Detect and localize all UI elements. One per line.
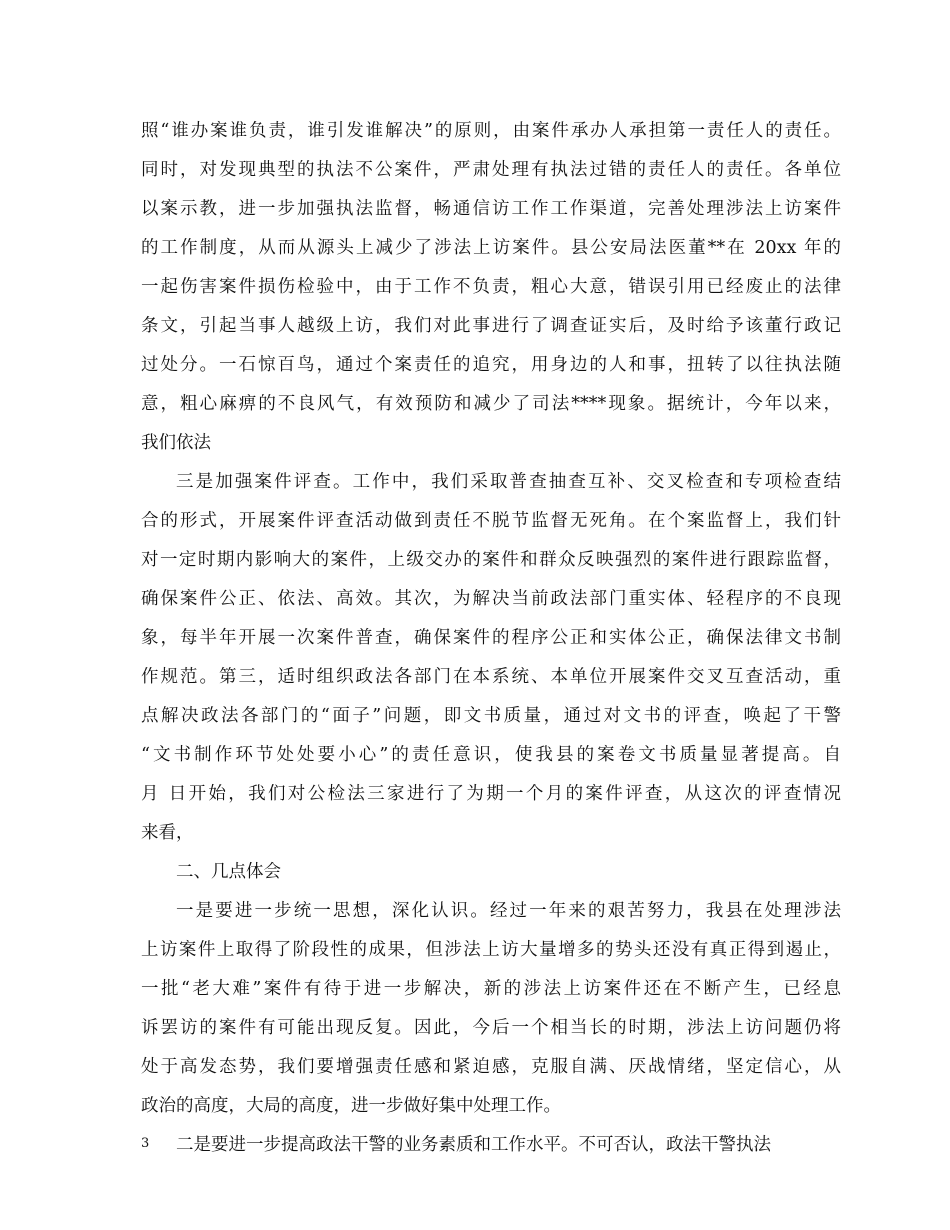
paragraph (141, 892, 841, 1126)
document-body (141, 112, 841, 1165)
text-line: 一是要进一步统一思想，深化认识。经过一年来的艰苦努力，我县在处理涉法 (176, 901, 841, 921)
text-line: 来看， (141, 823, 194, 843)
text-line: 政治的高度，大局的高度，进一步做好集中处理工作。 (141, 1096, 561, 1116)
text-line: 作规范。第三，适时组织政法各部门在本系统、本单位开展案件交叉互查活动，重 (141, 667, 841, 687)
paragraph (141, 853, 841, 892)
paragraph (141, 112, 841, 463)
text-line: 同时，对发现典型的执法不公案件，严肃处理有执法过错的责任人的责任。各单位 (141, 160, 841, 180)
text-line: 象，每半年开展一次案件普查，确保案件的程序公正和实体公正，确保法律文书制 (141, 628, 841, 648)
text-line: 对一定时期内影响大的案件，上级交办的案件和群众反映强烈的案件进行跟踪监督， (141, 550, 841, 570)
text-line: 我们依法 (141, 433, 211, 453)
text-line: 上访案件上取得了阶段性的成果，但涉法上访大量增多的势头还没有真正得到遏止， (141, 940, 841, 960)
text-line: 三是加强案件评查。工作中，我们采取普查抽查互补、交叉检查和专项检查结 (176, 472, 841, 492)
text-line: 一批“老大难”案件有待于进一步解决，新的涉法上访案件还在不断产生，已经息 (141, 979, 841, 999)
text-line: 一起伤害案件损伤检验中，由于工作不负责，粗心大意，错误引用已经废止的法律 (141, 277, 841, 297)
text-line: 二、几点体会 (176, 862, 281, 882)
text-line: 合的形式，开展案件评查活动做到责任不脱节监督无死角。在个案监督上，我们针 (141, 511, 841, 531)
page-number: 3 (141, 1136, 150, 1151)
text-line: 诉罢访的案件有可能出现反复。因此，今后一个相当长的时期，涉法上访问题仍将 (141, 1018, 841, 1038)
text-line: 二是要进一步提高政法干警的业务素质和工作水平。不可否认，政法干警执法 (176, 1135, 771, 1155)
text-line: 照“谁办案谁负责，谁引发谁解决”的原则，由案件承办人承担第一责任人的责任。 (141, 121, 841, 141)
text-line: 确保案件公正、依法、高效。其次，为解决当前政法部门重实体、轻程序的不良现 (141, 589, 841, 609)
text-line: 过处分。一石惊百鸟，通过个案责任的追究，用身边的人和事，扭转了以往执法随 (141, 355, 841, 375)
text-line: 的工作制度，从而从源头上减少了涉法上访案件。县公安局法医董**在 20xx 年的 (141, 238, 841, 258)
text-line: 处于高发态势，我们要增强责任感和紧迫感，克服自满、厌战情绪，坚定信心，从 (141, 1057, 841, 1077)
text-line: 条文，引起当事人越级上访，我们对此事进行了调查证实后，及时给予该董行政记 (141, 316, 841, 336)
text-line: 月 日开始，我们对公检法三家进行了为期一个月的案件评查，从这次的评查情况 (141, 784, 841, 804)
paragraph (141, 463, 841, 853)
text-line: 意，粗心麻痹的不良风气，有效预防和减少了司法****现象。据统计，今年以来， (141, 394, 841, 414)
paragraph (141, 1126, 841, 1165)
text-line: 以案示教，进一步加强执法监督，畅通信访工作工作渠道，完善处理涉法上访案件 (141, 199, 841, 219)
text-line: 点解决政法各部门的“面子”问题，即文书质量，通过对文书的评查，唤起了干警 (141, 706, 841, 726)
text-line: “文书制作环节处处要小心”的责任意识，使我县的案卷文书质量显著提高。自 (141, 745, 841, 765)
